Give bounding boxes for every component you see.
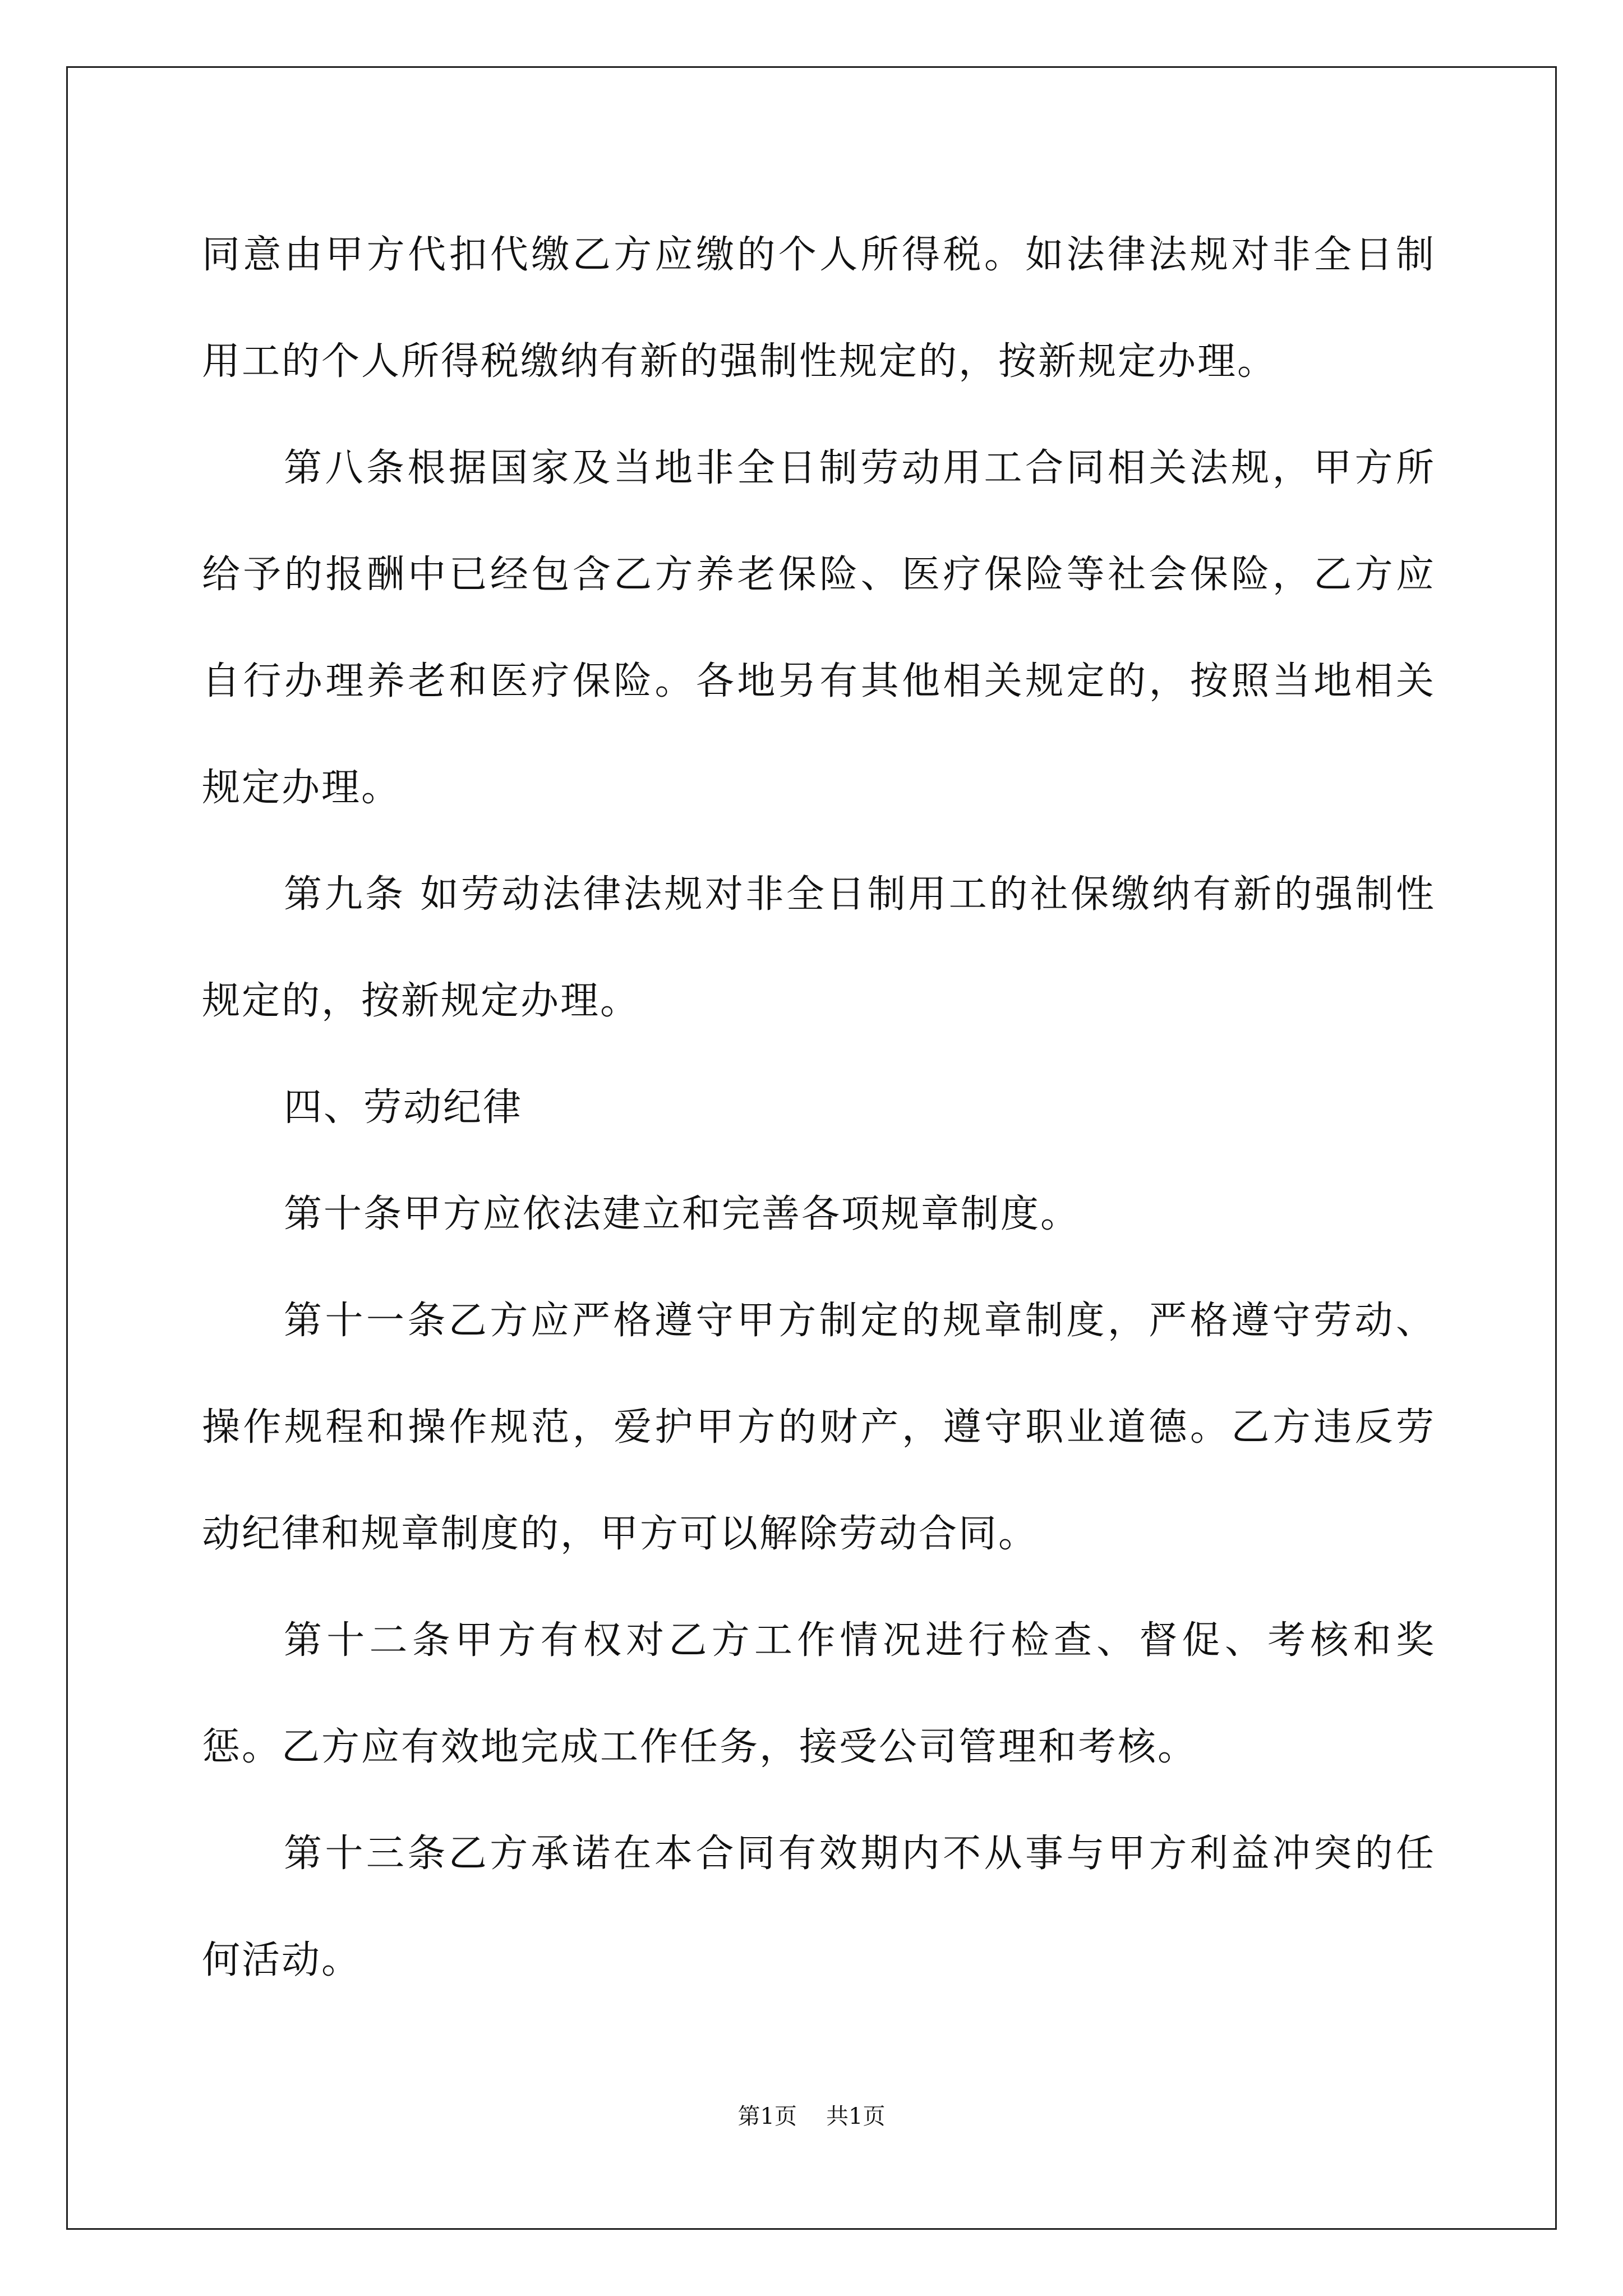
page-footer	[0, 2101, 1623, 2132]
page-number-current: 第1页	[737, 2104, 797, 2129]
page-number-total: 共1页	[826, 2104, 886, 2129]
paragraph-article-11: 第十一条乙方应严格遵守甲方制定的规章制度，严格遵守劳动、操作规程和操作规范，爱护甲方的财产，遵守职业道德。乙方违反劳动纪律和规章制度的，甲方可以解除劳动合同。	[202, 1299, 1436, 1556]
paragraph-1: 同意由甲方代扣代缴乙方应缴的个人所得税。如法律法规对非全日制用工的个人所得税缴纳有新的强制性规定的，按新规定办理。	[202, 233, 1436, 384]
paragraph-article-8: 第八条根据国家及当地非全日制劳动用工合同相关法规，甲方所给予的报酬中已经包含乙方养老保险、医疗保险等社会保险，乙方应自行办理养老和医疗保险。各地另有其他相关规定的，按照当地相关规定办理。	[202, 446, 1436, 810]
document-body	[202, 202, 1436, 2014]
paragraph-article-13: 第十三条乙方承诺在本合同有效期内不从事与甲方利益冲突的任何活动。	[202, 1832, 1436, 1982]
paragraph-article-10: 第十条甲方应依法建立和完善各项规章制度。	[284, 1192, 1081, 1236]
paragraph-article-12: 第十二条甲方有权对乙方工作情况进行检查、督促、考核和奖惩。乙方应有效地完成工作任务，接受公司管理和考核。	[202, 1618, 1436, 1769]
paragraph-article-9: 第九条 如劳动法律法规对非全日制用工的社保缴纳有新的强制性规定的，按新规定办理。	[202, 872, 1436, 1023]
section-heading-labor-discipline: 四、劳动纪律	[284, 1085, 523, 1130]
